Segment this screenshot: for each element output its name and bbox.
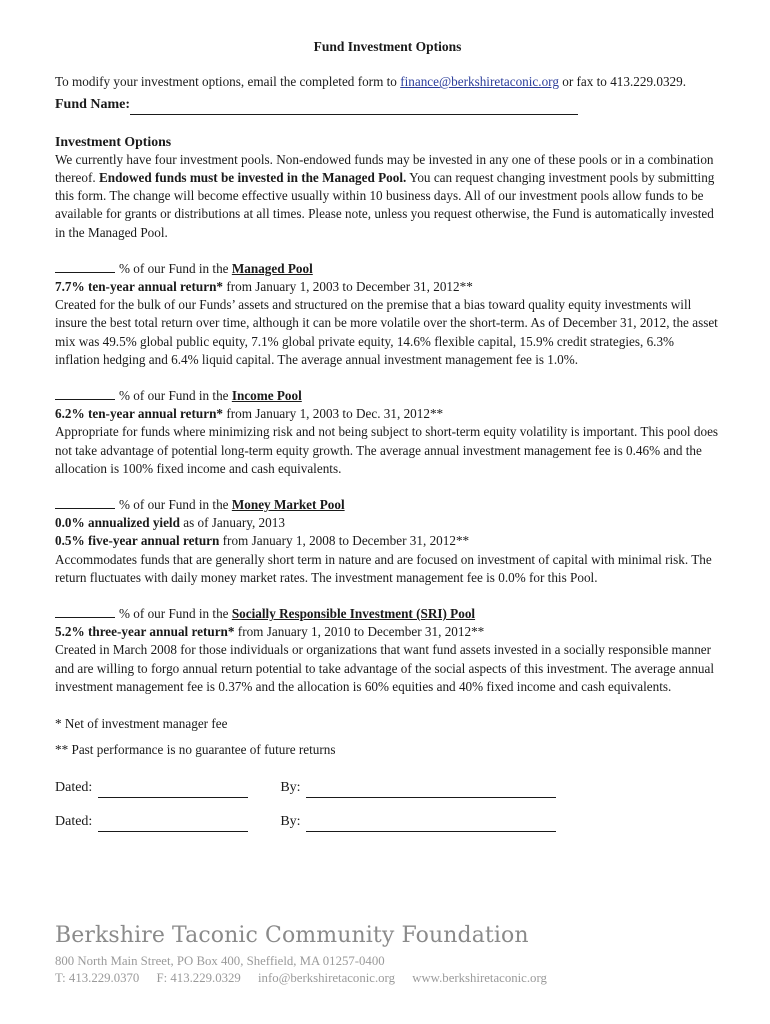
options-text-after: You can request changing investment pools by submitting this form. The change will become effective usually within 10 business days. All of our investment pools allow funds to be available for grants or distributions at all times. Please note, unless you request otherwise, the Fund is automatically invested in the Managed Pool. (55, 170, 715, 240)
by-field[interactable] (306, 783, 556, 798)
return-line (55, 405, 720, 423)
allocation-percent-field[interactable] (55, 260, 115, 273)
intro-text: To modify your investment options, email the completed form to (55, 74, 401, 90)
allocation-percent-field[interactable] (55, 605, 115, 618)
footer-organization-name: Berkshire Taconic Community Foundation (55, 923, 529, 948)
footer-contact (55, 970, 561, 987)
footer-website[interactable]: www.berkshiretaconic.org (412, 971, 547, 985)
investment-options-text (55, 151, 720, 242)
return-text: from January 1, 2010 to December 31, 2012** (234, 624, 485, 640)
options-text-bold: Endowed funds must be invested in the Managed Pool. (98, 170, 407, 186)
intro-fax-text: or fax to 413.229.0329. (558, 74, 687, 90)
pool-name: Money Market Pool (231, 497, 345, 513)
return-line (55, 623, 720, 641)
return-bold: 0.5% five-year annual return (55, 533, 220, 549)
pool-description: Appropriate for funds where minimizing risk and not being subject to short-term equity volatility is important. This pool does not take advantage of potential long-term equity growth. The average annual investment management fee is 0.46% and the allocation is 100% fixed income and cash equivalents. (55, 424, 719, 476)
allocation-line (55, 387, 720, 405)
page-title: Fund Investment Options (313, 39, 462, 54)
by-field[interactable] (306, 817, 556, 832)
options-text-before: We currently have four investment pools. Non-endowed funds may be invested in any one of these pools or in a combination thereof. (55, 151, 714, 186)
footnote-net-fee: * Net of investment manager fee (55, 716, 228, 732)
allocation-prefix: % of our Fund in the (119, 606, 232, 622)
signature-row (55, 780, 720, 798)
pool-sri (55, 605, 720, 696)
return-text: from January 1, 2008 to December 31, 2012** (219, 533, 470, 549)
by-label: By: (280, 780, 301, 796)
pool-name: Socially Responsible Investment (SRI) Pool (231, 606, 476, 622)
dated-field[interactable] (98, 817, 248, 832)
by-label: By: (280, 814, 301, 830)
footer-fax: F: 413.229.0329 (156, 971, 241, 985)
footer-address: 800 North Main Street, PO Box 400, Sheffield, MA 01257-0400 (55, 954, 385, 968)
allocation-prefix: % of our Fund in the (119, 388, 232, 404)
yield-line (55, 514, 720, 532)
allocation-prefix: % of our Fund in the (119, 260, 232, 276)
pool-money-market (55, 496, 720, 587)
return-bold: 0.0% annualized yield (55, 515, 180, 531)
return-line (55, 278, 720, 296)
signature-row (55, 814, 720, 832)
allocation-percent-field[interactable] (55, 496, 115, 509)
pool-managed (55, 260, 720, 369)
allocation-percent-field[interactable] (55, 387, 115, 400)
allocation-line (55, 496, 720, 514)
return-text: from January 1, 2003 to Dec. 31, 2012** (223, 406, 444, 422)
pool-description: Accommodates funds that are generally short term in nature and are focused on investment of capital with minimal risk. The return fluctuates with daily money market rates. The investment management fee is 0.0% for this Pool. (55, 551, 712, 585)
footer-email[interactable]: info@berkshiretaconic.org (258, 971, 395, 985)
return-text: from January 1, 2003 to December 31, 2012** (223, 279, 473, 295)
return-line (55, 532, 720, 550)
footer-phone: T: 413.229.0370 (55, 971, 140, 985)
pool-name: Income Pool (231, 388, 302, 404)
fund-name-row (55, 96, 720, 114)
form-page (55, 38, 720, 832)
pool-name: Managed Pool (231, 260, 313, 276)
return-bold: 5.2% three-year annual return* (55, 624, 235, 640)
allocation-line (55, 605, 720, 623)
dated-field[interactable] (98, 783, 248, 798)
allocation-prefix: % of our Fund in the (119, 497, 232, 513)
dated-label: Dated: (55, 780, 93, 796)
return-bold: 7.7% ten-year annual return* (55, 279, 224, 295)
footnote-past-performance: ** Past performance is no guarantee of future returns (55, 742, 336, 758)
dated-label: Dated: (55, 814, 93, 830)
fund-name-label: Fund Name: (55, 97, 131, 113)
fund-name-field[interactable] (130, 100, 578, 115)
intro-paragraph (55, 73, 720, 91)
return-bold: 6.2% ten-year annual return* (55, 406, 224, 422)
finance-email-link[interactable]: finance@berkshiretaconic.org (400, 74, 559, 90)
allocation-line (55, 260, 720, 278)
return-text: as of January, 2013 (179, 515, 285, 531)
pool-description: Created for the bulk of our Funds’ assets and structured on the premise that a bias toward quality equity investments will insure the best total return over time, although it can be more volatile over the short-term. As of December 31, 2012, the asset mix was 49.5% global public equity, 7.1% global private equity, 14.6% flexible capital, 15.9% credit strategies, 6.3% inflation hedging and 6.4% liquid capital. The average annual investment management fee is 1.0%. (55, 297, 718, 367)
investment-options-heading: Investment Options (55, 133, 172, 149)
pool-description: Created in March 2008 for those individuals or organizations that want fund assets invested in a socially responsible manner and are willing to forgo annual return potential to take advantage of the social aspects of this investment. The average annual investment management fee is 0.37% and the allocation is 60% equities and 40% fixed income and cash equivalents. (55, 642, 715, 694)
pool-income (55, 387, 720, 478)
